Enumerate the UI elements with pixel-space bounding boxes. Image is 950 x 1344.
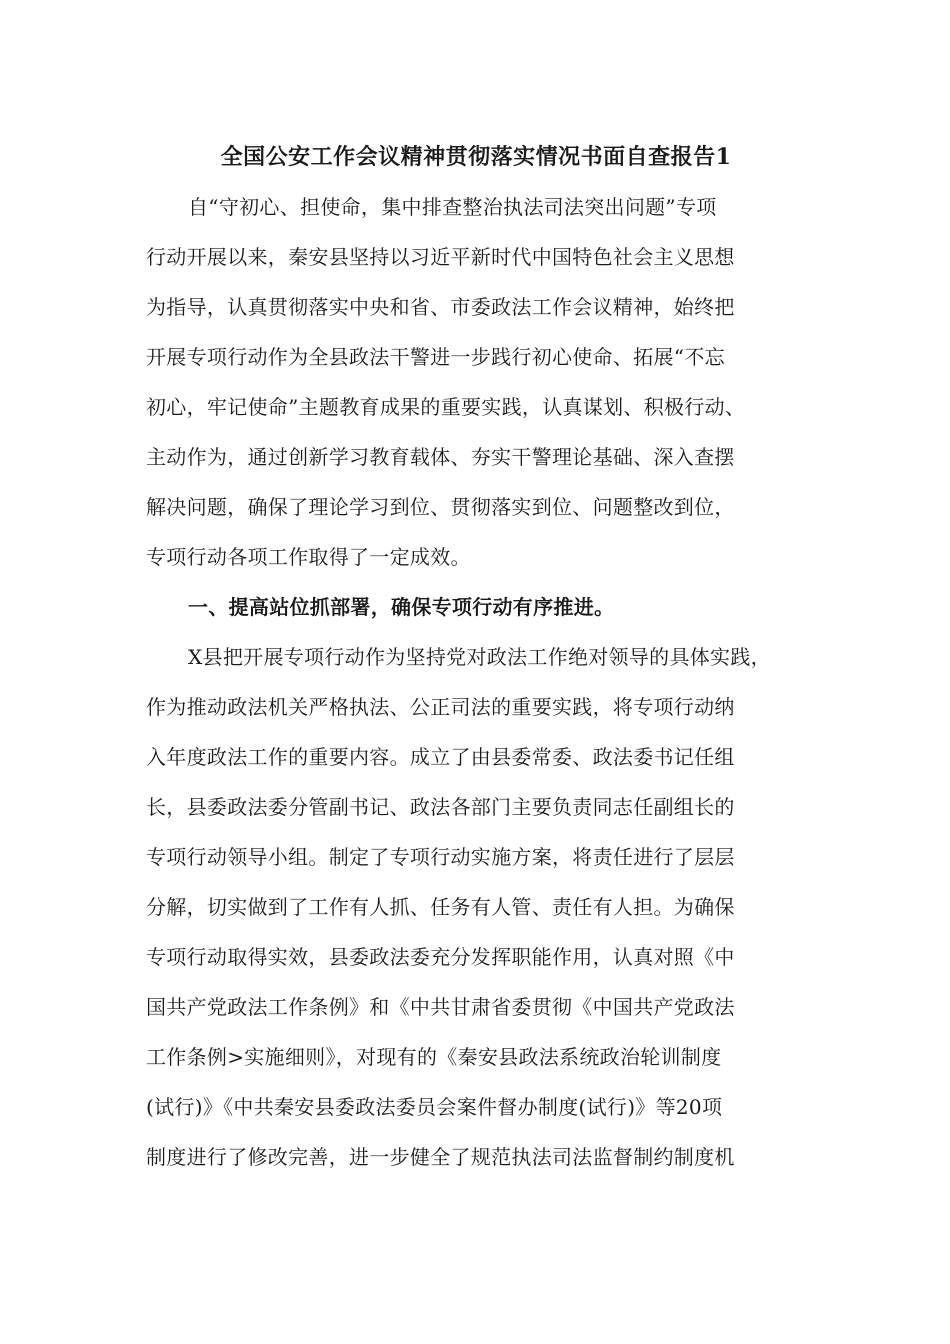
- paragraph-section1-line-8: 国共产党政法工作条例》和《中共甘肃省委贯彻《中国共产党政法: [146, 995, 735, 1019]
- paragraph-section1-line-3: 入年度政法工作的重要内容。成立了由县委常委、政法委书记任组: [146, 745, 735, 769]
- paragraph-section1-line-4: 长，县委政法委分管副书记、政法各部门主要负责同志任副组长的: [146, 795, 735, 819]
- document-body: [146, 132, 806, 1182]
- paragraph-intro-line-6: 主动作为，通过创新学习教育载体、夯实干警理论基础、深入查摆: [146, 445, 735, 469]
- paragraph-intro-line-5: 初心，牢记使命”主题教育成果的重要实践，认真谋划、积极行动、: [146, 395, 746, 419]
- paragraph-section1-line-5: 专项行动领导小组。制定了专项行动实施方案，将责任进行了层层: [146, 845, 735, 869]
- section-heading-1: 一、提高站位抓部署，确保专项行动有序推进。: [188, 595, 615, 619]
- paragraph-intro-line-3: 为指导，认真贯彻落实中央和省、市委政法工作会议精神，始终把: [146, 295, 735, 319]
- paragraph-section1-line-1: X县把开展专项行动作为坚持党对政法工作绝对领导的具体实践，: [188, 645, 771, 669]
- paragraph-section1-line-9: 工作条例>实施细则》，对现有的《秦安县政法系统政治轮训制度: [146, 1045, 722, 1069]
- paragraph-intro-line-1: 自“守初心、担使命，集中排查整治执法司法突出问题”专项: [188, 195, 717, 219]
- paragraph-intro-line-8: 专项行动各项工作取得了一定成效。: [146, 545, 471, 569]
- paragraph-intro-line-7: 解决问题，确保了理论学习到位、贯彻落实到位、问题整改到位，: [146, 495, 735, 519]
- paragraph-section1-line-6: 分解，切实做到了工作有人抓、任务有人管、责任有人担。为确保: [146, 895, 735, 919]
- paragraph-intro-line-4: 开展专项行动作为全县政法干警进一步践行初心使命、拓展“不忘: [146, 345, 725, 369]
- document-title: 全国公安工作会议精神贯彻落实情况书面自查报告1: [220, 144, 732, 170]
- paragraph-section1-line-7: 专项行动取得实效，县委政法委充分发挥职能作用，认真对照《中: [146, 945, 735, 969]
- paragraph-intro-line-2: 行动开展以来，秦安县坚持以习近平新时代中国特色社会主义思想: [146, 245, 735, 269]
- paragraph-section1-line-10: (试行)》《中共秦安县委政法委员会案件督办制度(试行)》等20项: [146, 1095, 723, 1119]
- paragraph-section1-line-11: 制度进行了修改完善，进一步健全了规范执法司法监督制约制度机: [146, 1145, 735, 1169]
- paragraph-section1-line-2: 作为推动政法机关严格执法、公正司法的重要实践，将专项行动纳: [146, 695, 735, 719]
